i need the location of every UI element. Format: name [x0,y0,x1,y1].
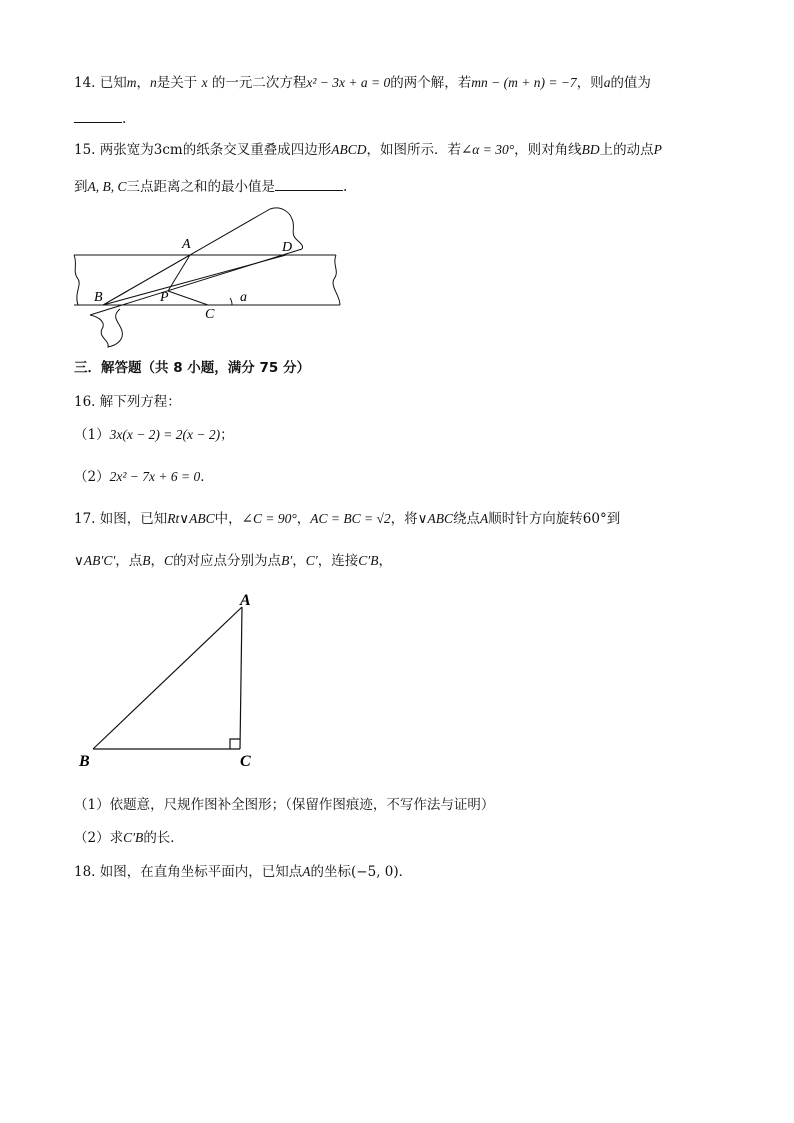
q16-equation-2: 2x² − 7x + 6 = 0 [109,469,201,484]
fig2-label-c: C [240,753,251,770]
fig2-label-a: A [240,592,251,609]
q17-sub-1: （1）依题意，尺规作图补全图形；（保留作图痕迹，不写作法与证明） [74,797,495,813]
fig1-label-a: A [182,237,191,252]
q14-equation: x² − 3x + a = 0 [306,75,391,90]
q18-coordinate: (−5, 0) [351,864,399,880]
strip1-left-tear [74,255,79,305]
right-triangle-figure [74,590,274,775]
q17-sub-2: （2）求C′B的长． [74,830,184,846]
side-ab [93,607,242,749]
section-3-heading: 三．解答题（共 8 小题，满分 75 分） [74,360,310,376]
segment-ap [168,255,190,291]
question-18-line-1: 18. 如图，在直角坐标平面内，已知点A的坐标(−5, 0)． [74,864,413,880]
fig1-label-d: D [282,240,293,255]
q16-part-1: （1）3x(x − 2) = 2(x − 2)； [74,427,234,443]
fig1-label-b: B [94,290,103,305]
segment-bd [103,255,286,305]
q16-part-2: （2）2x² − 7x + 6 = 0． [74,469,214,485]
fig1-label-p: P [160,290,169,305]
angle-alpha-arc [230,298,232,305]
q14-answer-blank [74,108,122,123]
q14-number: 14. [74,75,96,91]
question-15-line-2: 到A, B, C三点距离之和的最小值是 . [74,176,347,197]
paper-strips-figure [70,205,350,355]
q17-number: 17. [74,511,96,527]
q16-equation-1: 3x(x − 2) = 2(x − 2) [109,427,221,442]
question-17-line-2: ∨AB′C′，点B，C的对应点分别为点B′，C′，连接C′B， [74,553,392,569]
question-14-line-1: 14. 已知m，n是关于 x 的一元二次方程x² − 3x + a = 0的两个解，若mn − (m + n) = −7，则a的值为 [74,75,651,91]
question-16-title: 16. 解下列方程： [74,394,181,410]
q15-angle: ∠α = 30° [460,142,515,157]
q15-answer-blank [275,176,343,191]
q16-number: 16. [74,394,96,410]
fig1-label-c: C [205,307,215,322]
question-14-line-2: . [74,108,126,129]
fig2-label-b: B [79,753,90,770]
strip2-bottom-tear [90,309,122,347]
segment-pc [168,291,208,305]
q14-condition: mn − (m + n) = −7 [471,75,577,90]
q18-number: 18. [74,864,96,880]
right-angle-mark [230,739,240,749]
fig1-label-alpha: a [240,290,247,305]
side-ac [240,607,242,749]
question-17-line-1: 17. 如图，已知Rt∨ABC中，∠C = 90°，AC = BC = √2，将∨ABC绕点A顺时针方向旋转60°到 [74,511,621,527]
question-15-line-1: 15. 两张宽为3cm的纸条交叉重叠成四边形ABCD，如图所示．若∠α = 30°，则对角线BD上的动点P [74,142,662,158]
q15-number: 15. [74,142,96,158]
strip1-right-tear [333,255,340,305]
